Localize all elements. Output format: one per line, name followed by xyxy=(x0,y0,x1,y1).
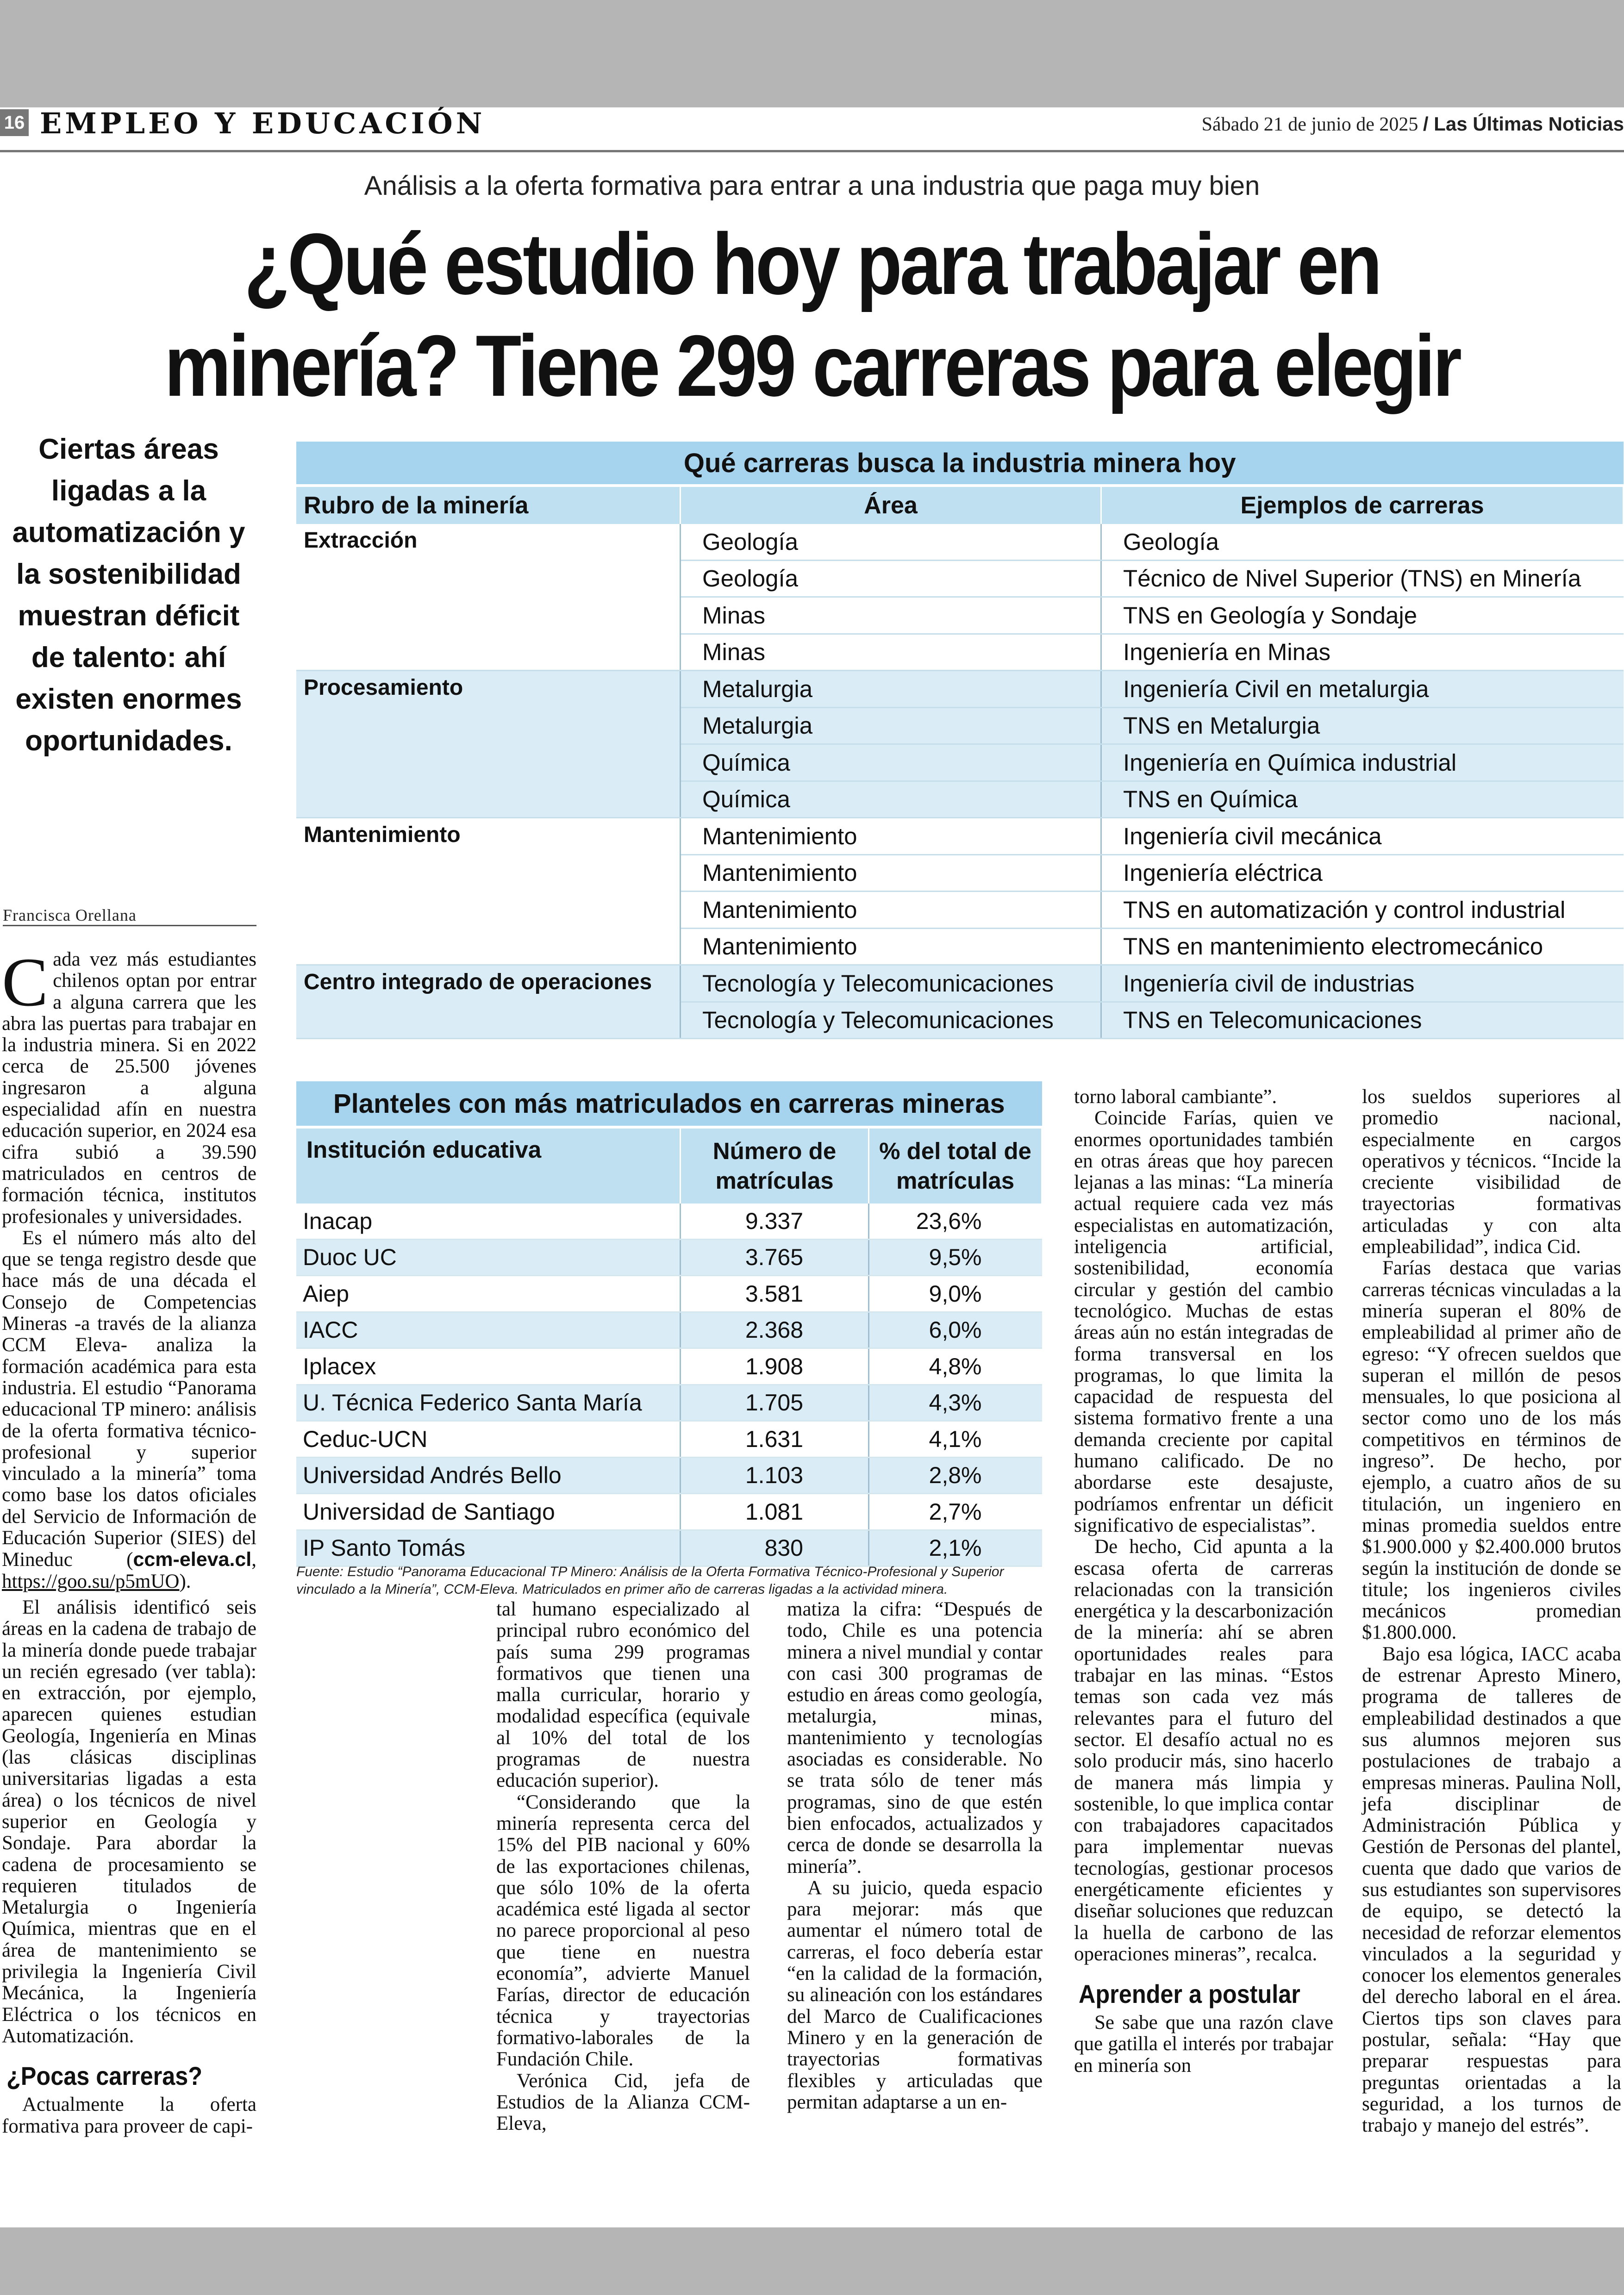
header-rule xyxy=(0,150,1624,152)
careers-table-title-row xyxy=(296,442,1624,486)
section-title: EMPLEO Y EDUCACIÓN xyxy=(40,106,486,140)
area-cell: Geología xyxy=(681,524,1101,560)
paragraph-7-part-b: torno laboral cambiante”. xyxy=(1074,1086,1277,1108)
paragraph-6-part-b: matiza la cifra: “Después de todo, Chile es una potencia minera a nivel mundial y contar con casi 300 programas de estudio en áreas como geología, metalurgia, minas, mantenimiento y tecnologías asociadas es considerable. No se trata sólo de tener más programas, sino de que estén bien enfocados, actualizados y cerca de donde se desarrolla la minería”. xyxy=(787,1598,1043,1877)
rubro-cell: Centro integrado de operaciones xyxy=(296,965,681,1039)
enrollment-table-row xyxy=(296,1421,1042,1458)
institution-cell: IACC xyxy=(296,1312,681,1348)
paragraph-10-start xyxy=(1074,2012,1333,2077)
short-url-link[interactable]: https://goo.su/p5mUO xyxy=(2,1570,180,1592)
enrollment-table-row xyxy=(296,1239,1042,1276)
careers-table xyxy=(296,442,1624,1039)
career-cell: TNS en Telecomunicaciones xyxy=(1101,1002,1624,1039)
enrollment-share-cell: 2,8% xyxy=(869,1457,1042,1494)
career-cell: Ingeniería civil de industrias xyxy=(1101,965,1624,1002)
paragraph-4-start xyxy=(2,2094,256,2137)
enrollment-count-cell: 1.631 xyxy=(681,1421,869,1458)
headline-line-1: ¿Qué estudio hoy para trabajar en xyxy=(244,215,1380,312)
header-matriculas: Número de matrículas xyxy=(681,1127,869,1204)
paragraph-3: El análisis identificó seis áreas en la cadena de trabajo de la minería donde puede trabajar un recién egresado (ver tabla): en extracción, por ejemplo, aparecen quienes estudian Geología, Ingeniería en Minas (las clásicas disciplinas universitarias ligadas a esta área) o los técnicos de nivel superior en Geología y Sondaje. Para abordar la cadena de procesamiento se requieren titulados de Metalurgia o Ingeniería Química, mientras que en el área de mantenimiento se privilegia la Ingeniería Civil Mecánica, la Ingeniería Eléctrica o los técnicos en Automatización. xyxy=(2,1597,256,2047)
enrollment-count-cell: 3.581 xyxy=(681,1276,869,1312)
standfirst: Ciertas áreas ligadas a la automatización y la sostenibilidad muestran déficit de talento: ahí existen enormes oportunidades. xyxy=(12,433,245,757)
institution-cell: Aiep xyxy=(296,1276,681,1312)
body-column-2 xyxy=(496,1599,750,2134)
area-cell: Metalurgia xyxy=(681,707,1101,744)
headline-line-2: minería? Tiene 299 carreras para elegir xyxy=(164,317,1460,414)
institution-cell: Duoc UC xyxy=(296,1239,681,1276)
enrollment-share-cell: 4,3% xyxy=(869,1384,1042,1421)
enrollment-share-cell: 2,1% xyxy=(869,1530,1042,1566)
institution-cell: U. Técnica Federico Santa María xyxy=(296,1384,681,1421)
enrollment-share-cell: 4,1% xyxy=(869,1421,1042,1458)
subhead-pocas-carreras: ¿Pocas carreras? xyxy=(6,2061,203,2091)
area-cell: Química xyxy=(681,744,1101,781)
paragraph-2-end: ). xyxy=(179,1570,191,1592)
issue-date: Sábado 21 de junio de 2025 xyxy=(1201,114,1418,135)
body-column-3 xyxy=(787,1599,1043,2113)
career-cell: TNS en mantenimiento electromecánico xyxy=(1101,928,1624,965)
area-cell: Minas xyxy=(681,634,1101,671)
paragraph-1 xyxy=(2,944,256,1228)
enrollment-share-cell: 9,5% xyxy=(869,1239,1042,1276)
enrollment-table-row xyxy=(296,1204,1042,1239)
enrollment-count-cell: 1.103 xyxy=(681,1457,869,1494)
rubro-cell: Extracción xyxy=(296,524,681,671)
area-cell: Tecnología y Telecomunicaciones xyxy=(681,965,1101,1002)
enrollment-table xyxy=(296,1081,1043,1567)
career-cell: Ingeniería en Minas xyxy=(1101,634,1624,671)
table-source-note: Fuente: Estudio “Panorama Educacional TP Minero: Análisis de la Oferta Formativa Técnico-Profesional y Superior vinculado a la Minería”, CCM-Eleva. Matriculados en primer año de carreras ligadas a la actividad minera. xyxy=(296,1564,1004,1597)
enrollment-count-cell: 830 xyxy=(681,1530,869,1566)
area-cell: Química xyxy=(681,781,1101,818)
bottom-margin-band xyxy=(0,2227,1624,2295)
careers-table-body xyxy=(296,524,1624,1039)
paragraph-1-text: ada vez más estudiantes chilenos optan por entrar a alguna carrera que les abra las puertas para trabajar en la industria minera. Si en 2022 cerca de 25.500 jóvenes ingresaron a alguna especialidad afín en nuestra educación superior, en 2024 esa cifra subió a 39.590 matriculados en centros de formación técnica, institutos profesionales y universidades. xyxy=(2,948,256,1228)
body-column-4 xyxy=(1074,1086,1333,2077)
institution-cell: Universidad de Santiago xyxy=(296,1494,681,1530)
careers-table-row xyxy=(296,671,1624,708)
paragraph-8: Coincide Farías, quien ve enormes oportunidades también en otras áreas que hoy parecen lejanas a las minas: “La minería actual requiere cada vez más especialistas en automatización, inteligencia artificial, sostenibilidad, economía circular y gestión del cambio tecnológico. Muchas de estas áreas aún no están integradas de forma transversal en los programas, lo que limita la capacidad de respuesta del sistema formativo frente a una demanda creciente por capital humano calificado. De no abordarse este desajuste, podríamos enfrentar un déficit significativo de especialistas”. xyxy=(1074,1107,1333,1536)
area-cell: Mantenimiento xyxy=(681,854,1101,892)
paragraph-7-end xyxy=(1074,1086,1333,1108)
enrollment-table-row xyxy=(296,1530,1042,1566)
enrollment-count-cell: 1.081 xyxy=(681,1494,869,1530)
paragraph-4-end xyxy=(496,1599,750,1792)
byline-rule xyxy=(3,925,256,926)
area-cell: Mantenimiento xyxy=(681,818,1101,855)
header-rubro: Rubro de la minería xyxy=(296,486,681,524)
enrollment-table-row xyxy=(296,1457,1042,1494)
rubro-cell: Procesamiento xyxy=(296,671,681,818)
enrollment-table-row xyxy=(296,1276,1042,1312)
paragraph-2-text: Es el número más alto del que se tenga registro desde que hace más de una década el Consejo de Competencias Mineras -a través de la alianza CCM Eleva- analiza la formación académica para esta industria. El estudio “Panorama educacional TP minero: análisis de la oferta formativa técnico-profesional y superior vinculado a la minería” toma como base los datos oficiales del Servicio de Información de Educación Superior (SIES) del Mineduc ( xyxy=(2,1227,256,1571)
career-cell: TNS en Metalurgia xyxy=(1101,707,1624,744)
link-separator: , xyxy=(251,1549,256,1571)
institution-cell: Inacap xyxy=(296,1204,681,1239)
careers-table-row xyxy=(296,818,1624,855)
enrollment-count-cell: 3.765 xyxy=(681,1239,869,1276)
enrollment-count-cell: 2.368 xyxy=(681,1312,869,1348)
website-link[interactable]: ccm-eleva.cl xyxy=(133,1548,252,1571)
enrollment-table-body xyxy=(296,1204,1042,1566)
top-margin-band xyxy=(0,0,1624,107)
institution-cell: Universidad Andrés Bello xyxy=(296,1457,681,1494)
paragraph-4-part-b: tal humano especializado al principal rubro económico del país suma 299 programas formativos que tienen una malla curricular, horario y modalidad específica (equivale al 10% del total de los programas de nuestra educación superior). xyxy=(496,1598,750,1792)
institution-cell: IP Santo Tomás xyxy=(296,1530,681,1566)
enrollment-share-cell: 6,0% xyxy=(869,1312,1042,1348)
enrollment-share-cell: 4,8% xyxy=(869,1348,1042,1385)
area-cell: Metalurgia xyxy=(681,671,1101,708)
paragraph-9: De hecho, Cid apunta a la escasa oferta de carreras relacionadas con la transición energética y la descarbonización de la minería: ahí se abren oportunidades reales para trabajar en las minas. “Estos temas son cada vez más relevantes para el futuro del sector. El desafío actual no es solo producir más, sino hacerlo de manera más limpia y sostenible, lo que implica contar con trabajadores capacitados para implementar nuevas tecnologías, gestionar procesos energéticamente eficientes y diseñar soluciones que reduzcan la huella de carbono de las operaciones mineras”, recalca. xyxy=(1074,1536,1333,1965)
article-kicker: Análisis a la oferta formativa para entrar a una industria que paga muy bien xyxy=(364,171,1260,201)
area-cell: Geología xyxy=(681,560,1101,597)
header-date-line xyxy=(1202,113,1624,136)
paragraph-6-part-a: Verónica Cid, jefa de Estudios de la Alianza CCM-Eleva, xyxy=(496,2070,750,2135)
subhead-aprender-a-postular: Aprender a postular xyxy=(1079,1979,1300,2009)
career-cell: Ingeniería en Química industrial xyxy=(1101,744,1624,781)
enrollment-count-cell: 9.337 xyxy=(681,1204,869,1239)
body-column-1a xyxy=(2,944,256,1592)
careers-table-row xyxy=(296,524,1624,560)
careers-table-row xyxy=(296,965,1624,1002)
career-cell: Ingeniería civil mecánica xyxy=(1101,818,1624,855)
career-cell: Geología xyxy=(1101,524,1624,560)
paragraph-2 xyxy=(2,1228,256,1592)
rubro-cell: Mantenimiento xyxy=(296,818,681,965)
enrollment-table-row xyxy=(296,1384,1042,1421)
paragraph-10-part-b: los sueldos superiores al promedio nacional, especialmente en cargos operativos y técnicos. “Incide la creciente visibilidad de trayectorias formativas articuladas y con alta empleabilidad”, indica Cid. xyxy=(1362,1086,1621,1258)
paragraph-7-start xyxy=(787,1877,1043,2113)
drop-cap: C xyxy=(2,944,49,1021)
paragraph-10-end xyxy=(1362,1086,1621,1258)
header-ejemplos: Ejemplos de carreras xyxy=(1101,486,1624,524)
publication-name: / Las Últimas Noticias xyxy=(1423,113,1624,135)
page-number: 16 xyxy=(0,109,29,136)
enrollment-table-title: Planteles con más matriculados en carreras mineras xyxy=(296,1081,1042,1127)
career-cell: Técnico de Nivel Superior (TNS) en Minería xyxy=(1101,560,1624,597)
paragraph-4-part-a: Actualmente la oferta formativa para proveer de capi- xyxy=(2,2094,256,2137)
paragraph-10-part-a: Se sabe que una razón clave que gatilla el interés por trabajar en minería son xyxy=(1074,2012,1333,2077)
institution-cell: Iplacex xyxy=(296,1348,681,1385)
enrollment-table-row xyxy=(296,1494,1042,1530)
enrollment-table-title-row xyxy=(296,1081,1042,1127)
enrollment-count-cell: 1.705 xyxy=(681,1384,869,1421)
career-cell: TNS en automatización y control industrial xyxy=(1101,892,1624,929)
paragraph-6-start xyxy=(496,2070,750,2135)
paragraph-7-part-a: A su juicio, queda espacio para mejorar: más que aumentar el número total de carreras, el foco debería estar “en la calidad de la formación, su alineación con los estándares del Marco de Cualificaciones Minero y en la generación de trayectorias formativas flexibles y articuladas que permitan adaptarse a un en- xyxy=(787,1877,1043,2113)
enrollment-table-row xyxy=(296,1312,1042,1348)
header-porcentaje: % del total de matrículas xyxy=(869,1127,1042,1204)
body-column-5 xyxy=(1362,1086,1621,2137)
enrollment-share-cell: 9,0% xyxy=(869,1276,1042,1312)
header-institucion: Institución educativa xyxy=(296,1127,681,1204)
page-header xyxy=(0,107,1624,152)
paragraph-11: Farías destaca que varias carreras técnicas vinculadas a la minería superan el 80% de empleabilidad al primer año de egreso: “Y ofrecen sueldos que superan el millón de pesos mensuales, lo que posiciona al sector como uno de los más competitivos en términos de ingreso”. De hecho, por ejemplo, a cuatro años de su titulación, un ingeniero en minas promedia sueldos entre $1.900.000 y $2.400.000 brutos según la institución de donde se titule; los ingenieros civiles mecánicos promedian $1.800.000. xyxy=(1362,1257,1621,1644)
area-cell: Mantenimiento xyxy=(681,928,1101,965)
area-cell: Minas xyxy=(681,597,1101,634)
career-cell: TNS en Geología y Sondaje xyxy=(1101,597,1624,634)
paragraph-6-end xyxy=(787,1599,1043,1877)
body-column-1b xyxy=(2,1597,256,2137)
enrollment-table-header xyxy=(296,1127,1042,1204)
career-cell: Ingeniería eléctrica xyxy=(1101,854,1624,892)
careers-table-header xyxy=(296,486,1624,524)
area-cell: Tecnología y Telecomunicaciones xyxy=(681,1002,1101,1039)
careers-table-title: Qué carreras busca la industria minera hoy xyxy=(296,442,1624,486)
paragraph-12: Bajo esa lógica, IACC acaba de estrenar Apresto Minero, programa de talleres de empleabilidad destinados a que sus alumnos mejoren sus postulaciones de trabajo a empresas mineras. Paulina Noll, jefa disciplinar de Administración Pública y Gestión de Personas del plantel, cuenta que dado que varios de sus estudiantes son supervisores de equipo, se detectó la necesidad de reforzar elementos vinculados a la seguridad y conocer los elementos generales del derecho laboral en el área. Ciertos tips son claves para postular, señala: “Hay que preparar respuestas para preguntas orientadas a la seguridad, a los turnos de trabajo y manejo del estrés”. xyxy=(1362,1643,1621,2137)
byline: Francisca Orellana xyxy=(3,906,137,924)
career-cell: TNS en Química xyxy=(1101,781,1624,818)
enrollment-table-row xyxy=(296,1348,1042,1385)
area-cell: Mantenimiento xyxy=(681,892,1101,929)
career-cell: Ingeniería Civil en metalurgia xyxy=(1101,671,1624,708)
enrollment-share-cell: 2,7% xyxy=(869,1494,1042,1530)
enrollment-count-cell: 1.908 xyxy=(681,1348,869,1385)
paragraph-5: “Considerando que la minería representa cerca del 15% del PIB nacional y 60% de las exportaciones chilenas, que sólo 10% de la oferta académica esté ligada al sector no parece proporcional al peso que tiene en nuestra economía”, advierte Manuel Farías, director de educación técnica y trayectorias formativo-laborales de la Fundación Chile. xyxy=(496,1791,750,2070)
institution-cell: Ceduc-UCN xyxy=(296,1421,681,1458)
header-area: Área xyxy=(681,486,1101,524)
enrollment-share-cell: 23,6% xyxy=(869,1204,1042,1239)
